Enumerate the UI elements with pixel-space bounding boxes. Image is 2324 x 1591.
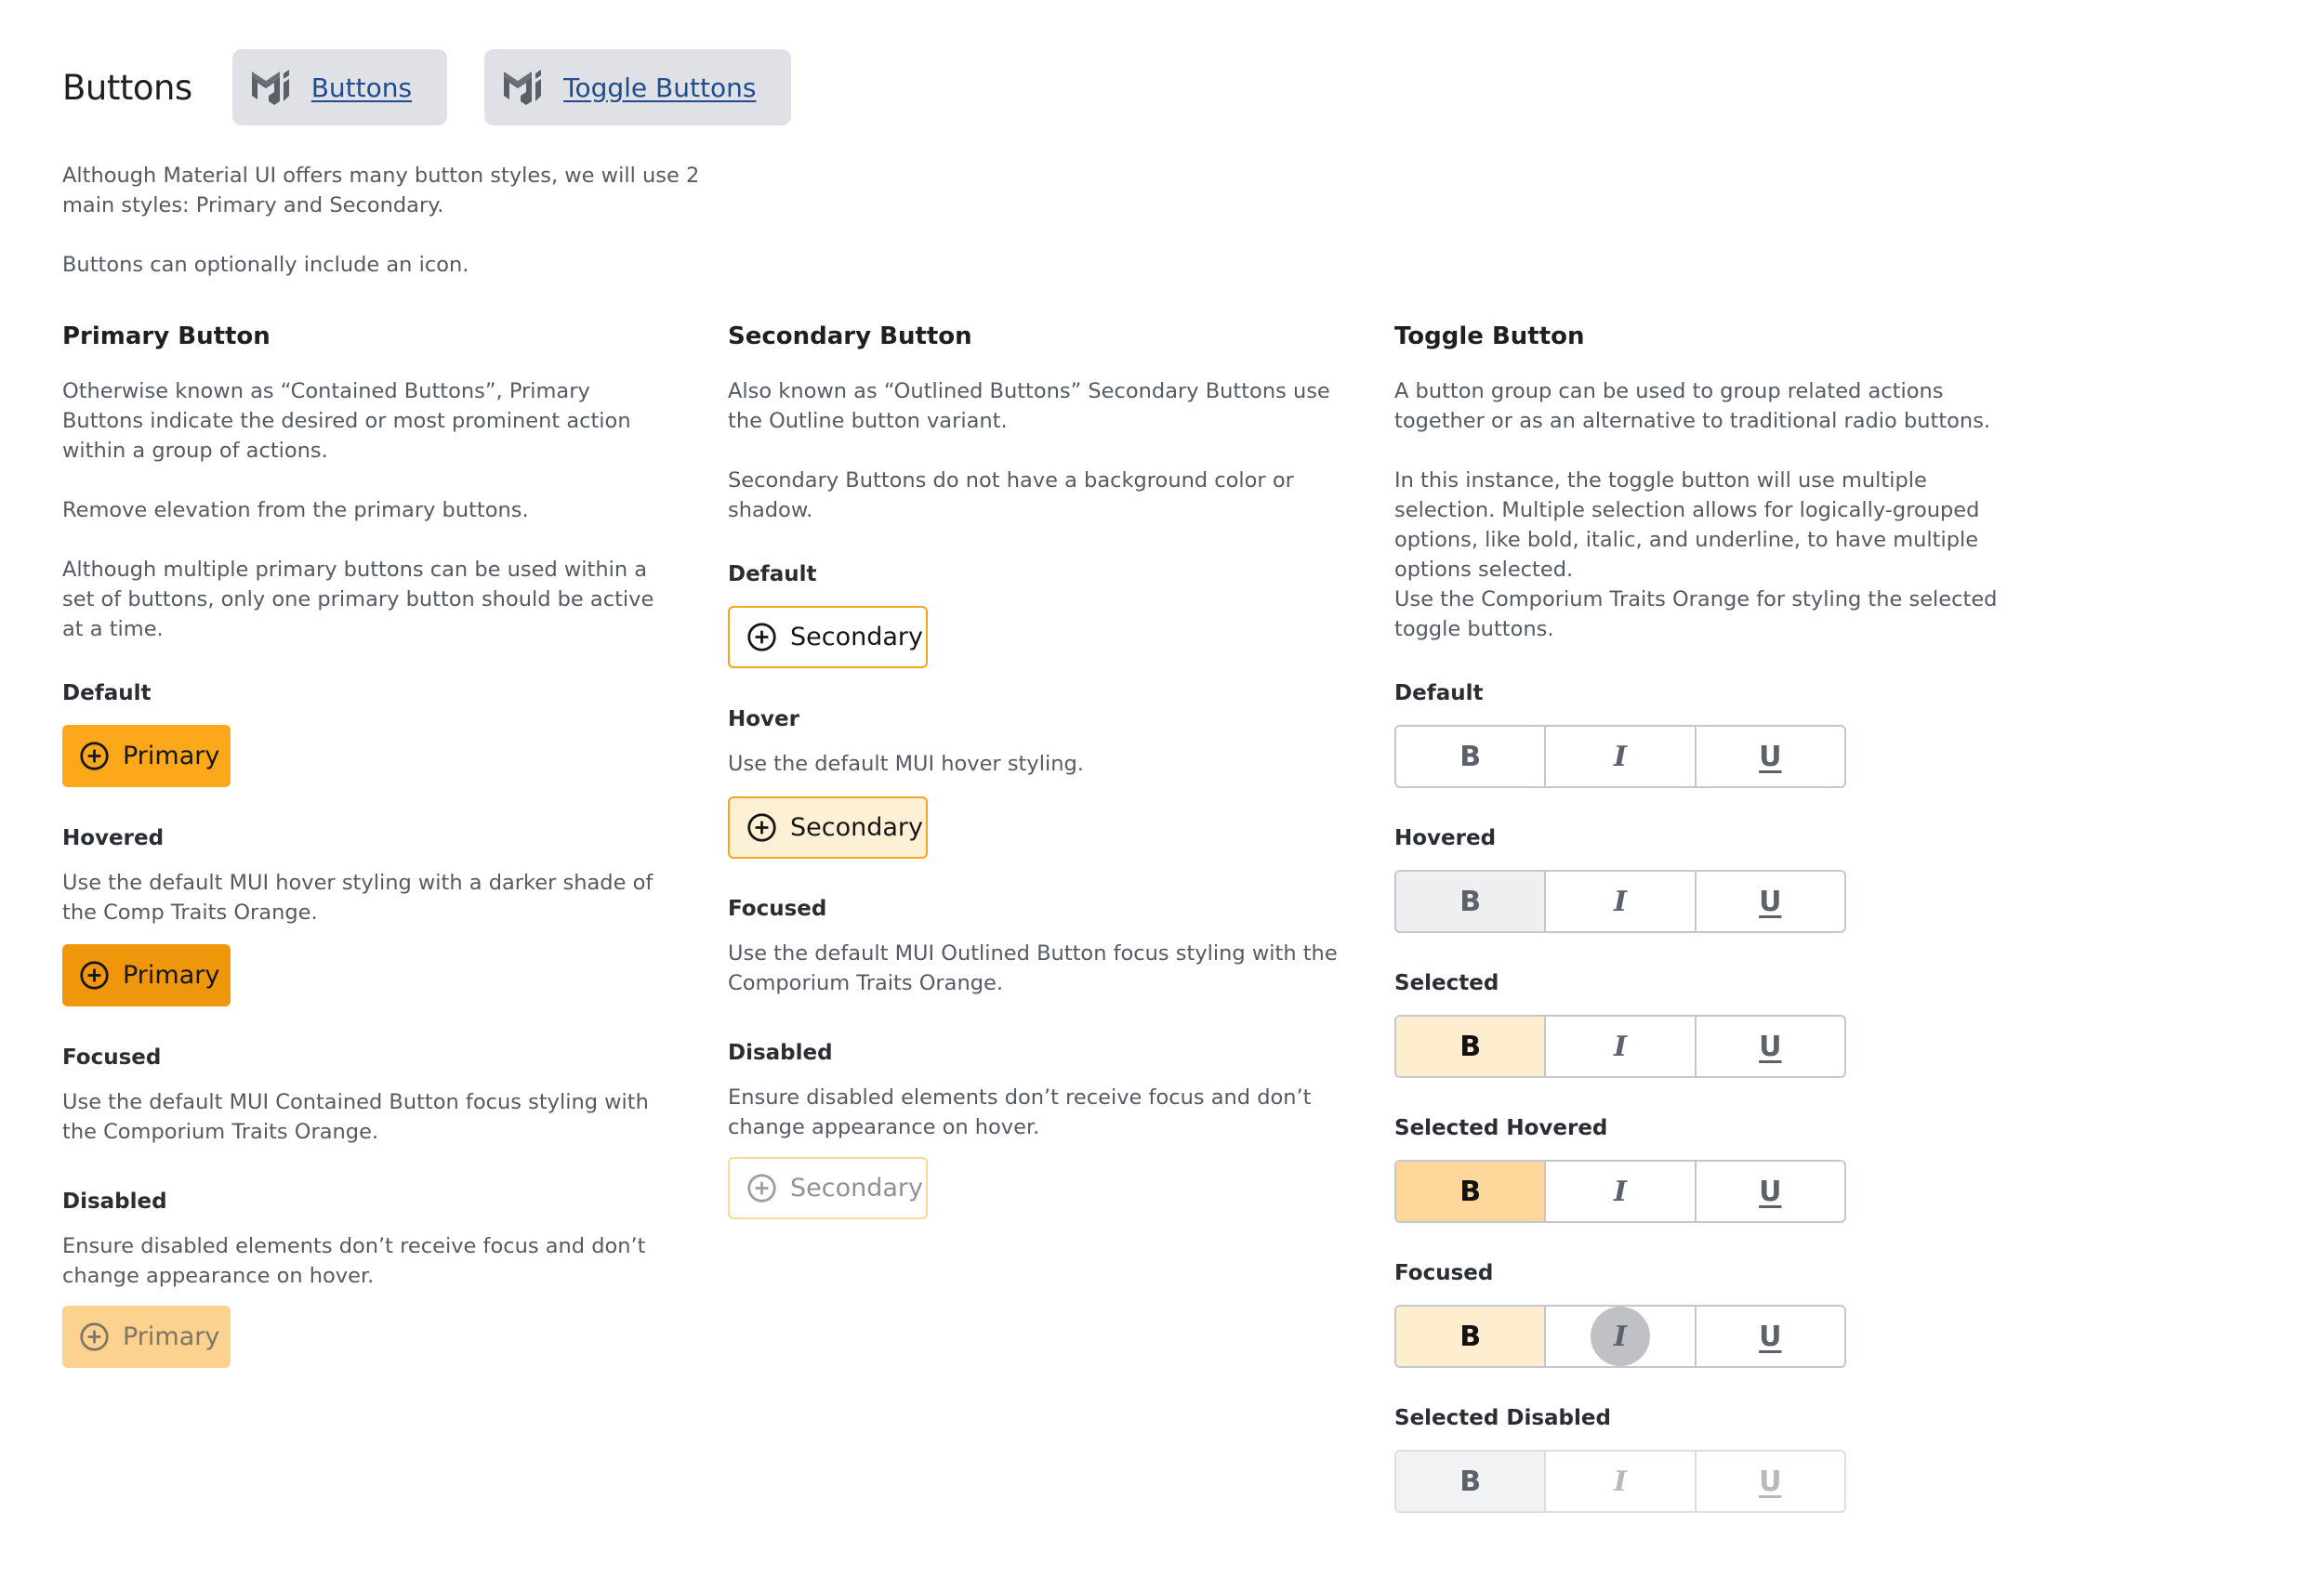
format-bold-icon: B <box>1459 1175 1482 1208</box>
format-bold-icon: B <box>1459 740 1482 773</box>
format-bold-icon: B <box>1459 1465 1482 1498</box>
state-label: Focused <box>1394 1261 1494 1285</box>
format-italic-icon: I <box>1613 885 1628 918</box>
secondary-button-default[interactable] <box>728 606 928 668</box>
toggle-group-focused <box>1394 1305 1846 1368</box>
intro-paragraph: Although Material UI offers many button styles, we will use 2 main styles: Primary and Secondary. <box>62 164 700 217</box>
secondary-button-section <box>728 318 1341 1203</box>
toggle-bold[interactable] <box>1396 727 1546 786</box>
primary-button-section <box>62 318 676 1351</box>
toggle-underline <box>1697 1452 1844 1511</box>
format-bold-icon: B <box>1459 1030 1482 1063</box>
toggle-underline[interactable] <box>1697 1307 1844 1366</box>
button-label: Primary <box>123 1322 220 1351</box>
add-circle-icon <box>79 741 110 771</box>
state-label: Default <box>62 681 152 705</box>
secondary-button-hovered[interactable] <box>728 796 928 859</box>
toggle-italic[interactable] <box>1546 1162 1696 1221</box>
format-italic-icon: I <box>1613 1320 1628 1353</box>
state-description: Ensure disabled elements don’t receive focus and don’t change appearance on hover. <box>728 1085 1312 1139</box>
format-underline-icon: U <box>1759 1320 1782 1353</box>
intro <box>62 161 713 309</box>
toggle-bold[interactable] <box>1396 1307 1546 1366</box>
state-description: Use the default MUI Contained Button focus styling with the Comporium Traits Orange. <box>62 1090 649 1144</box>
format-underline-icon: U <box>1759 1175 1782 1208</box>
toggle-italic[interactable] <box>1546 1307 1696 1366</box>
format-italic-icon: I <box>1613 740 1628 773</box>
mui-logo-icon <box>502 68 550 107</box>
toggle-underline[interactable] <box>1697 727 1844 786</box>
add-circle-icon <box>746 1173 777 1203</box>
toggle-underline[interactable] <box>1697 872 1844 931</box>
buttons-doc-link[interactable]: Buttons <box>310 72 413 103</box>
format-italic-icon: I <box>1613 1175 1628 1208</box>
button-label: Secondary <box>790 1174 923 1203</box>
mui-logo-icon <box>250 68 298 107</box>
format-italic-icon: I <box>1613 1465 1628 1498</box>
toggle-bold <box>1396 1452 1546 1511</box>
section-description: Otherwise known as “Contained Buttons”, Primary Buttons indicate the desired or most prominent action within a group of actions. <box>62 379 631 463</box>
button-label: Secondary <box>790 813 923 842</box>
toggle-bold[interactable] <box>1396 872 1546 931</box>
toggle-group-selected-disabled <box>1394 1450 1846 1513</box>
section-description: In this instance, the toggle button will use multiple selection. Multiple selection allows for logically-grouped options, like bold, italic, and underline, to have multiple options selected. <box>1394 468 1980 582</box>
format-underline-icon: U <box>1759 885 1782 918</box>
toggle-bold[interactable] <box>1396 1162 1546 1221</box>
page-header <box>62 49 828 125</box>
primary-button-disabled <box>62 1306 231 1368</box>
section-heading: Secondary Button <box>728 322 972 350</box>
state-label: Selected Hovered <box>1394 1116 1608 1140</box>
state-description: Use the default MUI Outlined Button focus styling with the Comporium Traits Orange. <box>728 941 1338 995</box>
section-heading: Toggle Button <box>1394 322 1585 350</box>
page-title: Buttons <box>62 67 192 108</box>
toggle-underline[interactable] <box>1697 1162 1844 1221</box>
toggle-italic[interactable] <box>1546 1017 1696 1076</box>
toggle-group-default <box>1394 725 1846 788</box>
state-label: Hovered <box>1394 826 1497 850</box>
section-heading: Primary Button <box>62 322 271 350</box>
primary-button-hovered[interactable] <box>62 944 231 1006</box>
toggle-group-selected-hovered <box>1394 1160 1846 1223</box>
toggle-buttons-doc-link[interactable]: Toggle Buttons <box>563 72 757 103</box>
button-label: Primary <box>123 742 220 770</box>
secondary-button-disabled <box>728 1157 928 1219</box>
state-label: Disabled <box>728 1041 833 1065</box>
state-label: Hover <box>728 707 799 731</box>
button-label: Primary <box>123 961 220 990</box>
section-description: Secondary Buttons do not have a background color or shadow. <box>728 468 1294 522</box>
toggle-italic[interactable] <box>1546 727 1696 786</box>
format-underline-icon: U <box>1759 740 1782 773</box>
toggle-italic <box>1546 1452 1696 1511</box>
format-italic-icon: I <box>1613 1030 1628 1063</box>
state-description: Use the default MUI hover styling. <box>728 752 1084 776</box>
toggle-group-hovered <box>1394 870 1846 933</box>
state-description: Use the default MUI hover styling with a darker shade of the Comp Traits Orange. <box>62 871 654 925</box>
state-label: Disabled <box>62 1190 167 1214</box>
intro-paragraph: Buttons can optionally include an icon. <box>62 253 469 277</box>
format-underline-icon: U <box>1759 1465 1782 1498</box>
format-underline-icon: U <box>1759 1030 1782 1063</box>
toggle-button-section <box>1394 318 2008 1498</box>
add-circle-icon <box>746 812 777 843</box>
section-description: Also known as “Outlined Buttons” Secondary Buttons use the Outline button variant. <box>728 379 1330 433</box>
section-description: Use the Comporium Traits Orange for styling the selected toggle buttons. <box>1394 587 1998 641</box>
section-description: Although multiple primary buttons can be used within a set of buttons, only one primary button should be active at a time. <box>62 558 654 641</box>
add-circle-icon <box>79 1321 110 1352</box>
toggle-italic[interactable] <box>1546 872 1696 931</box>
primary-button-default[interactable] <box>62 725 231 787</box>
toggle-bold[interactable] <box>1396 1017 1546 1076</box>
state-label: Focused <box>728 897 827 921</box>
state-label: Focused <box>62 1045 162 1070</box>
add-circle-icon <box>746 622 777 652</box>
state-label: Default <box>728 562 817 586</box>
buttons-doc-link-chip[interactable] <box>232 49 447 125</box>
section-description: Remove elevation from the primary buttons. <box>62 498 529 522</box>
state-label: Hovered <box>62 826 165 850</box>
add-circle-icon <box>79 960 110 991</box>
state-label: Default <box>1394 681 1484 705</box>
section-description: A button group can be used to group related actions together or as an alternative to traditional radio buttons. <box>1394 379 1991 433</box>
state-label: Selected <box>1394 971 1499 995</box>
button-label: Secondary <box>790 623 923 651</box>
toggle-group-selected <box>1394 1015 1846 1078</box>
state-label: Selected Disabled <box>1394 1406 1611 1430</box>
toggle-underline[interactable] <box>1697 1017 1844 1076</box>
format-bold-icon: B <box>1459 1320 1482 1353</box>
toggle-buttons-doc-link-chip[interactable] <box>484 49 791 125</box>
state-description: Ensure disabled elements don’t receive focus and don’t change appearance on hover. <box>62 1234 646 1288</box>
format-bold-icon: B <box>1459 885 1482 918</box>
